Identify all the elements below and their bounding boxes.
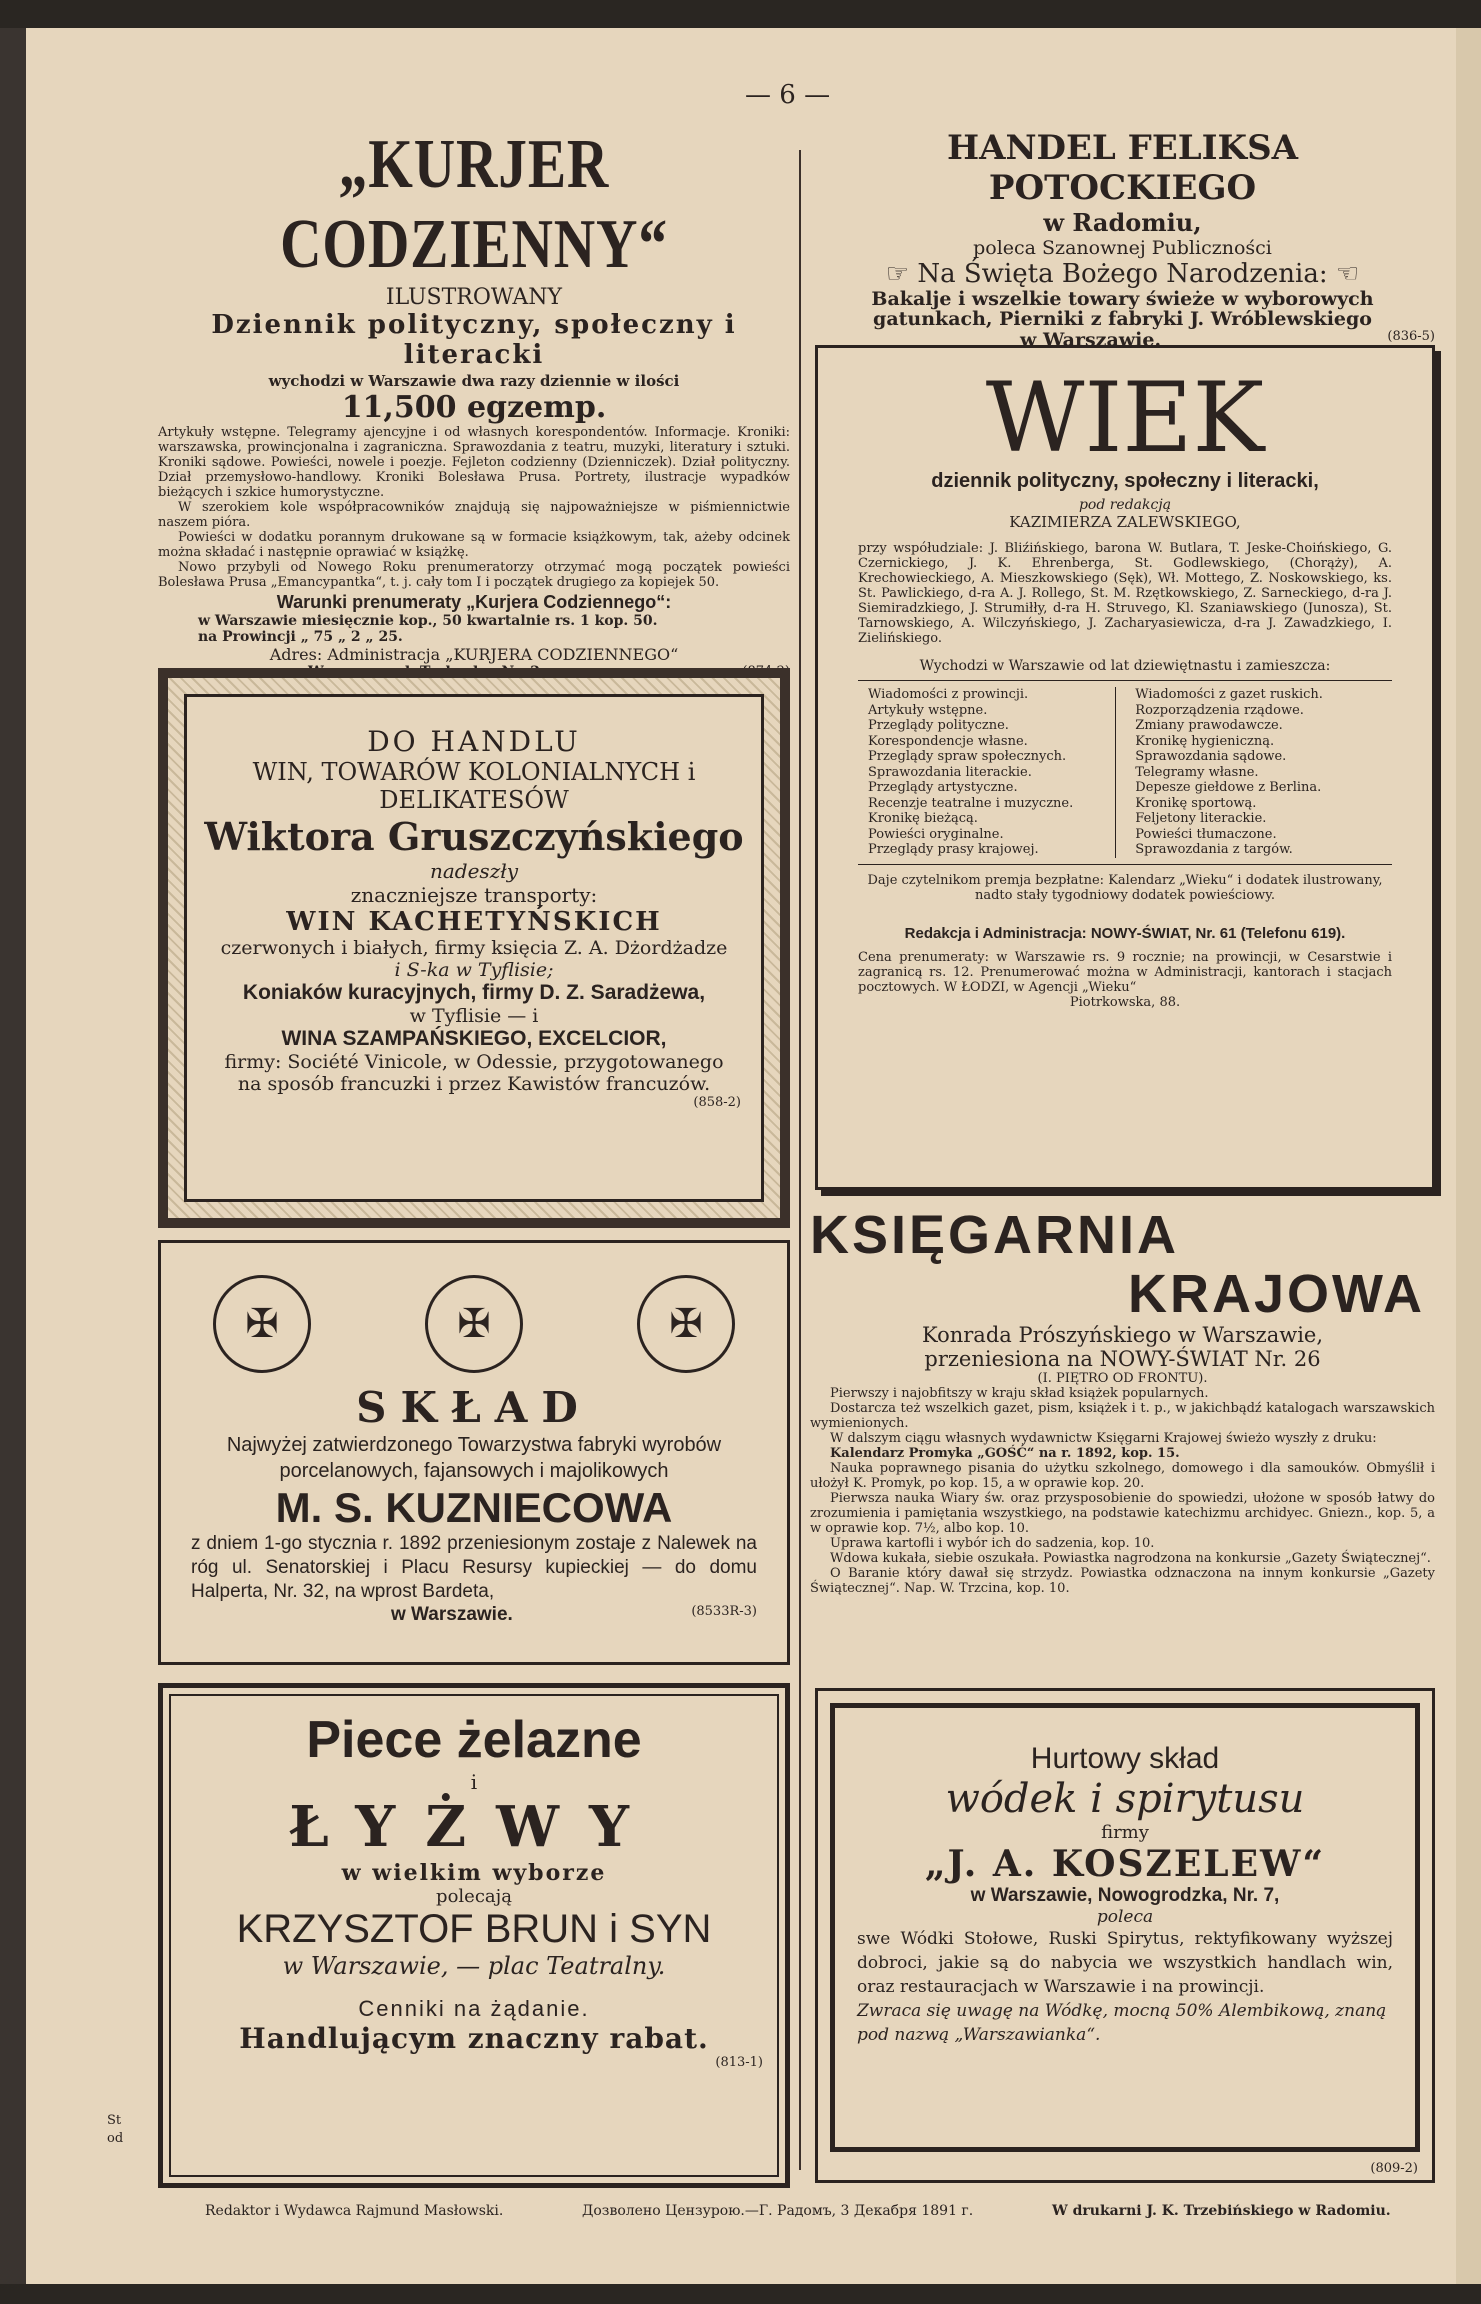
wiek-content-item: Wiadomości z prowincji. <box>868 687 1029 702</box>
ksiegarnia-p6: Pierwsza nauka Wiary św. oraz przysposobienie do spowiedzi, ułożone w sposób łatwy do zrozumienia i pamiętania wszystkiego, na podstawie katechizmu archidyec. Gniezn., kop. 5, a w oprawie kop. 7½, albo kop. 10. <box>810 1491 1435 1536</box>
gruszczynski-l5: znaczniejsze transporty: <box>350 883 598 907</box>
wiek-content-item: Feljetony literackie. <box>1135 811 1267 826</box>
ksiegarnia-p4: Kalendarz Promyka „GOŚĆ“ na r. 1892, kop. 15. <box>830 1446 1180 1461</box>
gruszczynski-ref: (858-2) <box>693 1095 741 1110</box>
potocki-ad <box>810 128 1435 351</box>
gruszczynski-inner <box>184 694 764 1202</box>
wiek-admin: Redakcja i Administracja: NOWY-ŚWIAT, Nr. 61 (Telefonu 619). <box>904 924 1346 942</box>
kurjer-cond-province: na Prowincji „ 75 „ 2 „ 25. <box>198 629 403 645</box>
potocki-ref: (836-5) <box>1387 329 1435 344</box>
koszelew-ad <box>815 1688 1435 2183</box>
koszelew-l3: firmy <box>1101 1822 1149 1843</box>
potocki-l4-row <box>810 259 1435 289</box>
gruszczynski-l2: WIN, TOWARÓW KOLONIALNYCH i DELIKATESÓW <box>252 758 696 814</box>
wiek-since: Wychodzi w Warszawie od lat dziewiętnastu i zamieszcza: <box>919 658 1331 674</box>
footer-censor: Дозволено Цензурою.—Г. Радомъ, 3 Декабря 1891 г. <box>582 2203 974 2219</box>
brun-ad <box>158 1683 790 2188</box>
wiek-content-item: Telegramy własne. <box>1135 764 1259 780</box>
wiek-content-item: Sprawozdania z targów. <box>1135 842 1293 857</box>
brun-l1: Piece żelazne <box>306 1711 642 1769</box>
wiek-price: Cena prenumeraty: w Warszawie rs. 9 rocznie; na prowincji, w Cesarstwie i zagranicą rs. 12. Prenumerować można w Administracji, kantorach i stacjach pocztowych. W ŁODZI, w Agencji „Wieku“ <box>858 949 1392 995</box>
brun-l5: polecają <box>436 1886 512 1907</box>
wiek-content-item: Wiadomości z gazet ruskich. <box>1135 687 1323 702</box>
wiek-content-item: Kronikę sportową. <box>1135 795 1257 811</box>
wiek-content-item: Depesze giełdowe z Berlina. <box>1135 780 1322 795</box>
potocki-l5: Bakalje i wszelkie towary świeże w wyborowych gatunkach, Pierniki z fabryki J. Wróblewskiego <box>871 288 1374 330</box>
ksiegarnia-p7: Uprawa kartofli i wybór ich do sadzenia, kop. 10. <box>830 1536 1155 1551</box>
wiek-content-item: Kronikę bieżącą. <box>868 811 978 826</box>
ksiegarnia-p3: W dalszym ciągu własnych wydawnictw Księgarni Krajowej świeżo wyszły z druku: <box>830 1431 1377 1446</box>
gruszczynski-l4: nadeszły <box>429 859 519 883</box>
kurjer-cond-warsaw: w Warszawie miesięcznie kop., 50 kwartalnie rs. 1 kop. 50. <box>198 613 658 629</box>
kuznecowa-l2: Najwyżej zatwierdzonego Towarzystwa fabryki wyrobów porcelanowych, fajansowych i majolikowych <box>226 1434 722 1482</box>
brun-l2: i <box>470 1770 478 1794</box>
gruszczynski-l8: i S-ka w Tyflisie; <box>394 959 554 981</box>
wiek-content-item: Powieści tłumaczone. <box>1135 826 1277 842</box>
koszelew-l8: Zwraca się uwagę na Wódkę, mocną 50% Alembikową, znaną pod nazwą „Warszawianka“. <box>857 2001 1387 2045</box>
brun-l9: Handlującym znaczny rabat. <box>239 2022 709 2055</box>
kurjer-subtitle: Dziennik polityczny, społeczny i literacki <box>211 310 737 370</box>
wiek-content-item: Korespondencje własne. <box>868 733 1028 749</box>
footer-printer: W drukarni J. K. Trzebińskiego w Radomiu. <box>1052 2203 1391 2219</box>
kuznecowa-l3: M. S. KUZNIECOWA <box>275 1484 673 1531</box>
ksiegarnia-p8: Wdowa kukała, siebie oszukała. Powiastka nagrodzona na konkursie „Gazety Świątecznej“. <box>830 1551 1431 1566</box>
ksiegarnia-l1: KSIĘGARNIA <box>810 1205 1180 1265</box>
emblem-row <box>191 1275 757 1373</box>
kurjer-issue-line: wychodzi w Warszawie dwa razy dziennie w ilości <box>268 372 680 390</box>
gruszczynski-l7: czerwonych i białych, firmy księcia Z. A. Dżordżadze <box>220 937 728 959</box>
eagle-emblem-icon: ✠ <box>213 1275 311 1373</box>
eagle-emblem-icon: ✠ <box>637 1275 735 1373</box>
brun-l4: w wielkim wyborze <box>341 1860 607 1886</box>
footer-editor: Redaktor i Wydawca Rajmund Masłowski. <box>205 2203 504 2219</box>
wiek-ad <box>815 345 1435 1190</box>
ksiegarnia-l3: Konrada Prószyńskiego w Warszawie, <box>921 1323 1324 1347</box>
kuznecowa-l1: SKŁAD <box>356 1383 592 1432</box>
ksiegarnia-l4: przeniesiona na NOWY-ŚWIAT Nr. 26 <box>924 1347 1321 1371</box>
brun-l7: w Warszawie, — plac Teatralny. <box>282 1952 666 1980</box>
kurjer-title: „KURJER CODZIENNY“ <box>280 126 668 283</box>
brun-l3: ŁYŻWY <box>289 1794 659 1860</box>
wiek-content-item: Artykuły wstępne. <box>868 702 988 718</box>
ksiegarnia-p1: Pierwszy i najobfitszy w kraju skład książek popularnych. <box>830 1386 1209 1401</box>
wiek-content-item: Sprawozdania literackie. <box>868 764 1032 780</box>
adjacent-page-strip <box>1456 28 1481 2284</box>
pointing-hand-icon: ☞ <box>885 259 910 289</box>
wiek-content-item: Rozporządzenia rządowe. <box>1135 702 1304 718</box>
brun-l6: KRZYSZTOF BRUN i SYN <box>236 1907 712 1951</box>
ksiegarnia-l5: (I. PIĘTRO OD FRONTU). <box>1037 1371 1208 1386</box>
ksiegarnia-p9: O Baranie który dawał się strzydz. Powiastka odznaczona na innym konkursie „Gazety Świątecznej“. Nap. W. Trzcina, kop. 10. <box>810 1566 1435 1596</box>
kuznecowa-l4: z dniem 1-go stycznia r. 1892 przeniesionym zostaje z Nalewek na róg ul. Senatorskiej i Placu Resursy kupieckiej — do domu Halperta, Nr. 32, na wprost Bardeta, <box>191 1533 757 1602</box>
kurjer-ad <box>158 125 790 695</box>
wiek-content-item: Kronikę hygieniczną. <box>1135 733 1275 749</box>
ksiegarnia-l2: KRAJOWA <box>1127 1264 1425 1324</box>
gruszczynski-l6: WIN KACHETYŃSKICH <box>286 907 662 937</box>
ksiegarnia-p5: Nauka poprawnego pisania do użytku szkolnego, domowego i dla samouków. Obmyślił i ułożył K. Promyk, po kop. 15, a w oprawie kop. 20. <box>810 1461 1435 1491</box>
margin-text: St od <box>107 2113 124 2146</box>
pointing-hand-icon: ☜ <box>1335 259 1360 289</box>
wiek-contents <box>858 680 1392 865</box>
wiek-content-item: Przeglądy artystyczne. <box>868 780 1018 795</box>
brun-ref: (813-1) <box>715 2055 763 2070</box>
wiek-content-item: Powieści oryginalne. <box>868 826 1004 842</box>
wiek-right-list <box>1135 687 1382 858</box>
kurjer-desc1: Artykuły wstępne. Telegramy ajencyjne i od własnych korespondentów. Informacje. Kroniki: warszawska, prowincjonalna i zagraniczna. Sprawozdania z teatru, muzyki, literatury i sztuki. Kroniki sądowe. Powieści, nowele i poezje. Fejleton codzienny (Dzienniczek). Dział polityczny. Dział przemysłowo-handlowy. Kroniki Bolesława Prusa. Portrety, ilustracje wypadków bieżących i szkice humorystyczne. <box>158 425 790 500</box>
eagle-emblem-icon: ✠ <box>425 1275 523 1373</box>
koszelew-l4: „J. A. KOSZELEW“ <box>924 1843 1326 1885</box>
koszelew-inner <box>830 1703 1420 2152</box>
gruszczynski-l1: DO HANDLU <box>367 725 581 758</box>
wiek-content-item: Przeglądy spraw społecznych. <box>868 749 1067 764</box>
wiek-premium: Daje czytelnikom premja bezpłatne: Kalendarz „Wieku“ i dodatek ilustrowany, nadto stały tygodniowy dodatek powieściowy. <box>867 872 1383 903</box>
gruszczynski-ad <box>158 668 790 1228</box>
page-number: — 6 — <box>745 80 831 110</box>
wiek-price2: Piotrkowska, 88. <box>1069 994 1181 1010</box>
wiek-content-item: Przeglądy polityczne. <box>868 718 1009 733</box>
gruszczynski-l12: firmy: Société Vinicole, w Odessie, przygotowanego <box>224 1051 724 1073</box>
koszelew-l6: poleca <box>1096 1907 1154 1927</box>
wiek-collab: przy współudziale: J. Bliźińskiego, barona W. Butlara, T. Jeske-Choińskiego, G. Czernickiego, J. K. Ehrenberga, St. Godlewskiego, (Chorąży), A. Krechowieckiego, A. Mieszkowskiego (Sęk), Wł. Mottego, Z. Noskowskiego, ks. St. Pawlickiego, d-ra A. J. Rollego, St. M. Rzętkowskiego, Z. Sarneckiego, d-ra J. Siemiradzkiego, J. Strumiłły, d-ra H. Struvego, Kl. Szaniawskiego (Junosza), St. Tarnowskiego, A. Wilczyńskiego, J. Zacharyasiewicza, d-ra J. Zawadzkiego, I. Zielińskiego. <box>858 541 1392 646</box>
wiek-content-item: Przeglądy prasy krajowej. <box>868 842 1039 857</box>
wiek-title: WIEK <box>985 362 1265 474</box>
gruszczynski-l10: w Tyflisie — i <box>409 1005 539 1027</box>
kuznecowa-ad <box>158 1240 790 1665</box>
kurjer-address: Adres: Administracja „KURJERA CODZIENNEGO“ <box>269 645 679 664</box>
scan-left-edge <box>0 28 26 2284</box>
koszelew-l2: wódek i spirytusu <box>945 1776 1305 1822</box>
kurjer-copies: 11,500 egzemp. <box>341 390 607 425</box>
wiek-ed1: pod redakcją <box>1078 497 1172 513</box>
brun-l8: Cenniki na żądanie. <box>358 1996 590 2021</box>
kurjer-desc3: Powieści w dodatku porannym drukowane są w formacie książkowym, tak, ażeby odcinek można składać i następnie oprawiać w książkę. <box>158 530 790 560</box>
kurjer-illustrowany: ILUSTROWANY <box>385 285 563 310</box>
wiek-content-item: Sprawozdania sądowe. <box>1135 749 1287 764</box>
potocki-l6: w Warszawie. <box>1020 329 1162 351</box>
wiek-content-item: Zmiany prawodawcze. <box>1135 718 1283 733</box>
gruszczynski-l3: Wiktora Gruszczyńskiego <box>204 814 744 859</box>
ksiegarnia-ad <box>810 1205 1435 1596</box>
potocki-l4: Na Święta Bożego Narodzenia: <box>917 259 1328 289</box>
kuznecowa-l5: w Warszawie. <box>391 1604 513 1625</box>
potocki-l2: w Radomiu, <box>1043 208 1202 237</box>
gruszczynski-l13: na sposób francuzki i przez Kawistów francuzów. <box>237 1073 711 1095</box>
wiek-content-item: Recenzje teatralne i muzyczne. <box>868 795 1074 811</box>
potocki-l3: poleca Szanownej Publiczności <box>973 237 1272 259</box>
kuznecowa-ref: (8533R-3) <box>691 1604 757 1619</box>
gruszczynski-l9: Koniaków kuracyjnych, firmy D. Z. Saradżewa, <box>242 981 706 1004</box>
ksiegarnia-p2: Dostarcza też wszelkich gazet, pism, książek i t. p., w jakichbądź katalogach warszawskich wymienionych. <box>810 1401 1435 1431</box>
koszelew-ref: (809-2) <box>1370 2161 1418 2176</box>
column-divider <box>799 150 801 2170</box>
kurjer-conditions-title: Warunki prenumeraty „Kurjera Codziennego“: <box>276 592 672 612</box>
kuznecowa-bottom-row <box>191 1604 757 1626</box>
wiek-subtitle: dziennik polityczny, społeczny i literacki, <box>931 470 1319 492</box>
koszelew-l1: Hurtowy skład <box>1030 1742 1220 1775</box>
koszelew-l7: swe Wódki Stołowe, Ruski Spirytus, rektyfikowany wyższej dobroci, jakie są do nabycia we wszystkich handlach win, oraz restauracjach w Warszawie i na prowincji. <box>857 1929 1393 1997</box>
kurjer-desc2: W szerokiem kole współpracowników znajdują się najpoważniejsze w piśmiennictwie naszem pióra. <box>158 500 790 530</box>
wiek-left-list <box>868 687 1116 858</box>
wiek-inner <box>818 348 1432 1010</box>
potocki-l1: HANDEL FELIKSA POTOCKIEGO <box>946 128 1299 208</box>
brun-inner <box>169 1694 779 2177</box>
gruszczynski-l11: WINA SZAMPAŃSKIEGO, EXCELCIOR, <box>281 1027 667 1050</box>
kurjer-desc4: Nowo przybyli od Nowego Roku prenumeratorzy otrzymać mogą początek powieści Bolesława Prusa „Emancypantka“, t. j. cały tom I i początek drugiego za kopiejek 50. <box>158 560 790 590</box>
wiek-ed2: KAZIMIERZA ZALEWSKIEGO, <box>1009 513 1241 531</box>
koszelew-l5: w Warszawie, Nowogrodzka, Nr. 7, <box>970 1885 1280 1906</box>
